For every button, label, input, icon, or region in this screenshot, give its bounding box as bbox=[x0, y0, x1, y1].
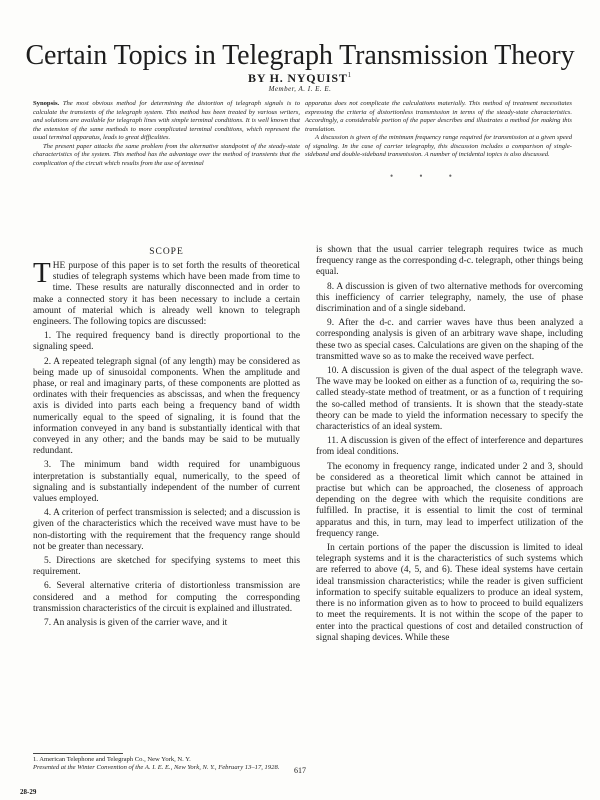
intro-paragraph bbox=[33, 257, 300, 328]
topic-item-3: 3. The minimum band width required for unambiguous interpretation is substantially equal, numerically, to the speed of signaling and is substantially independent of the number of current values employed. bbox=[33, 460, 300, 505]
topic-item-10: 10. A discussion is given of the dual aspect of the telegraph wave. The wave may be looked on either as a function of ω, requiring the so-called steady-state method of treatment, or as a function of t requiring the so-called method of transients. It is shown that the steady-state theory can be made to yield the information necessary to specify the characteristics of an ideal system. bbox=[316, 366, 583, 433]
author-byline bbox=[0, 71, 600, 86]
topic-item-8: 8. A discussion is given of two alternative methods for overcoming this inefficiency of carrier telegraphy, namely, the use of phase discrimination and of a single sideband. bbox=[316, 281, 583, 315]
intro-text: HE purpose of this paper is to set forth the results of theoretical studies of telegraph systems which have been made from time to time. These results are naturally disconnected and in order to make a connected story it has been necessary to include a certain amount of material which is already well known to telegraph engineers. The following topics are discussed: bbox=[33, 261, 300, 328]
folio-code: 28-29 bbox=[20, 788, 37, 796]
footnote-rule bbox=[33, 753, 123, 754]
body-left-column bbox=[33, 257, 300, 632]
abstract-label: Synopsis. bbox=[33, 100, 60, 107]
abstract-left-column bbox=[33, 100, 300, 168]
footnote-presented: Presented at the Winter Convention of the A. I. E. E., New York, N. Y., February 13–17, 1928. bbox=[33, 764, 280, 772]
topic-item-4: 4. A criterion of perfect transmission is selected; and a discussion is given of the characteristics which the received wave must have to be non-distorting with the requirement that the frequency range should not be greater than necessary. bbox=[33, 508, 300, 552]
body-right-column bbox=[316, 245, 583, 647]
topic-item-2: 2. A repeated telegraph signal (of any length) may be considered as being made up of sinusoidal components. When the amplitude and phase, or real and imaginary parts, of these components are plotted as ordinates with their frequencies as abscissas, and when the frequency axis is divided into parts each being a frequency band of width numerically equal to the speed of signaling, it is found that the information conveyed in any band is substantially identical with that conveyed in any other; and the bands may be said to be mutually redundant. bbox=[33, 356, 300, 457]
paper-title: Certain Topics in Telegraph Transmission Theory bbox=[25, 40, 575, 71]
footnote-affiliation: 1. American Telephone and Telegraph Co., New York, N. Y. bbox=[33, 756, 191, 763]
abstract-right-column bbox=[305, 100, 572, 160]
author-name: BY H. NYQUIST bbox=[248, 71, 348, 85]
section-heading-scope: SCOPE bbox=[149, 247, 184, 257]
topic-item-5: 5. Directions are sketched for specifying systems to meet this requirement. bbox=[33, 556, 300, 578]
abstract-paragraph-2: The present paper attacks the same problem from the alternative standpoint of the steady-state characteristics of the system. This method has the advantage over the method of transients that the complication of the circuit which results from the use of terminal bbox=[33, 142, 300, 167]
abstract-text-1: The most obvious method for determining the distortion of telegraph signals is to calculate the transients of the telegraph system. This method has been treated by various writers, and solutions are available for telegraph lines with simple terminal conditions. It is well known that the extension of the same methods to more complicated terminal conditions, which represent the usual terminal apparatus, leads to great difficulties. bbox=[33, 100, 300, 141]
drop-cap: T bbox=[33, 257, 51, 289]
topic-item-7-continued: is shown that the usual carrier telegraph requires twice as much frequency range as the corresponding d-c. telegraph, other things being equal. bbox=[316, 245, 583, 278]
author-membership: Member, A. I. E. E. bbox=[268, 85, 332, 93]
abstract-end-dots: • • • bbox=[390, 171, 464, 181]
economy-paragraph: The economy in frequency range, indicated under 2 and 3, should be considered as a theoretical limit which cannot be attained in practise but which can be approached, the closeness of approach depending on the degree with which the requisite conditions are fulfilled. In practise, it is essential to limit the cost of terminal apparatus and this, in turn, may lead to imperfect utilization of the frequency range. bbox=[316, 461, 583, 539]
topic-item-6: 6. Several alternative criteria of distortionless transmission are considered and a method for computing the corresponding transmission characteristics of the circuit is explained and illustrated. bbox=[33, 581, 300, 614]
topic-item-9: 9. After the d-c. and carrier waves have thus been analyzed a corresponding analysis is given of an arbitrary wave shape, including these two as special cases. Calculations are given on the shaping of the transmitted wave so as to make the received wave perfect. bbox=[316, 318, 583, 362]
topic-item-11: 11. A discussion is given of the effect of interference and departures from ideal conditions. bbox=[316, 436, 583, 458]
ideal-systems-paragraph: In certain portions of the paper the discussion is limited to ideal telegraph systems and it is the characteristics of such systems which are referred to above (4, 5, and 6). These ideal systems have certain ideal transmission characteristics; while the reader is given sufficient information to specify suitable equalizers to produce an ideal system, there is no information given as to how to proceed to build equalizers to meet the requirements. It is not within the scope of the paper to enter into the practical questions of cost and detailed construction of signal shaping devices. While these bbox=[316, 543, 583, 643]
abstract-paragraph-4: A discussion is given of the minimum frequency range required for transmission at a given speed of signaling. In the case of carrier telegraphy, this discussion includes a comparison of single-sideband and double-sideband transmission. A number of incidental topics is also discussed. bbox=[305, 134, 572, 158]
page-number: 617 bbox=[294, 766, 306, 775]
author-footnote-mark: 1 bbox=[347, 71, 352, 79]
topic-item-1: 1. The required frequency band is directly proportional to the signaling speed. bbox=[33, 331, 300, 353]
abstract-paragraph-1 bbox=[33, 100, 300, 143]
abstract-paragraph-3: apparatus does not complicate the calculations materially. This method of treatment necessitates expressing the criteria of distortionless transmission in terms of the steady-state characteristics. Accordingly, a considerable portion of the paper describes and illustrates a method for making this translation. bbox=[305, 100, 572, 133]
topic-item-7: 7. An analysis is given of the carrier wave, and it bbox=[44, 618, 228, 629]
